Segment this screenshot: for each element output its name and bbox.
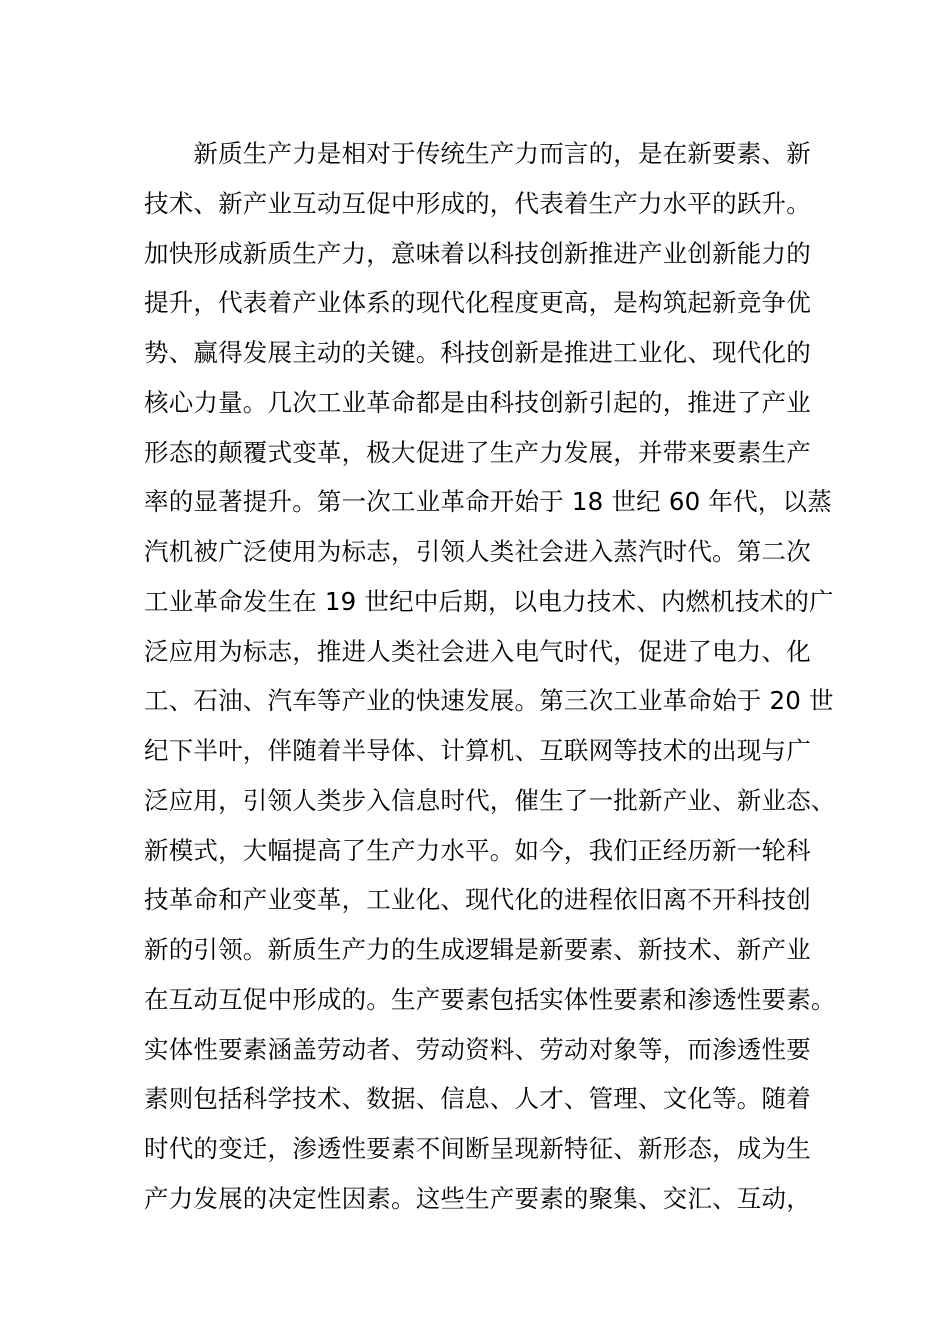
text-line: 实体性要素涵盖劳动者、劳动资料、劳动对象等，而渗透性要 bbox=[144, 1034, 811, 1064]
text-line: 率的显著提升。第一次工业革命开始于 18 世纪 60 年代，以蒸 bbox=[144, 487, 832, 517]
text-line: 加快形成新质生产力，意味着以科技创新推进产业创新能力的 bbox=[144, 238, 811, 268]
text-line: 在互动互促中形成的。生产要素包括实体性要素和渗透性要素。 bbox=[144, 984, 836, 1014]
text-line: 工、石油、汽车等产业的快速发展。第三次工业革命始于 20 世 bbox=[144, 686, 834, 716]
text-line: 形态的颠覆式变革，极大促进了生产力发展，并带来要素生产 bbox=[144, 437, 811, 467]
text-line: 时代的变迁，渗透性要素不间断呈现新特征、新形态，成为生 bbox=[144, 1134, 811, 1163]
text-line: 提升，代表着产业体系的现代化程度更高，是构筑起新竞争优 bbox=[144, 288, 811, 318]
text-line: 汽机被广泛使用为标志，引领人类社会进入蒸汽时代。第二次 bbox=[144, 537, 811, 566]
text-line: 工业革命发生在 19 世纪中后期，以电力技术、内燃机技术的广 bbox=[144, 586, 834, 616]
text-line: 技术、新产业互动互促中形成的，代表着生产力水平的跃升。 bbox=[144, 188, 811, 218]
text-line: 泛应用，引领人类步入信息时代，催生了一批新产业、新业态、 bbox=[144, 785, 836, 815]
text-line: 素则包括科学技术、数据、信息、人才、管理、文化等。随着 bbox=[144, 1084, 811, 1114]
text-line: 新的引领。新质生产力的生成逻辑是新要素、新技术、新产业 bbox=[144, 935, 811, 964]
text-line: 泛应用为标志，推进人类社会进入电气时代，促进了电力、化 bbox=[144, 636, 811, 666]
text-line: 势、赢得发展主动的关键。科技创新是推进工业化、现代化的 bbox=[144, 338, 811, 367]
text-line: 新模式，大幅提高了生产力水平。如今，我们正经历新一轮科 bbox=[144, 835, 811, 865]
text-line: 核心力量。几次工业革命都是由科技创新引起的，推进了产业 bbox=[144, 387, 811, 417]
text-line: 技革命和产业变革，工业化、现代化的进程依旧离不开科技创 bbox=[144, 885, 811, 915]
text-line: 新质生产力是相对于传统生产力而言的，是在新要素、新 bbox=[144, 139, 811, 168]
text-line: 产力发展的决定性因素。这些生产要素的聚集、交汇、互动， bbox=[144, 1183, 811, 1213]
text-line: 纪下半叶，伴随着半导体、计算机、互联网等技术的出现与广 bbox=[144, 736, 811, 765]
body-paragraph bbox=[144, 129, 836, 1224]
